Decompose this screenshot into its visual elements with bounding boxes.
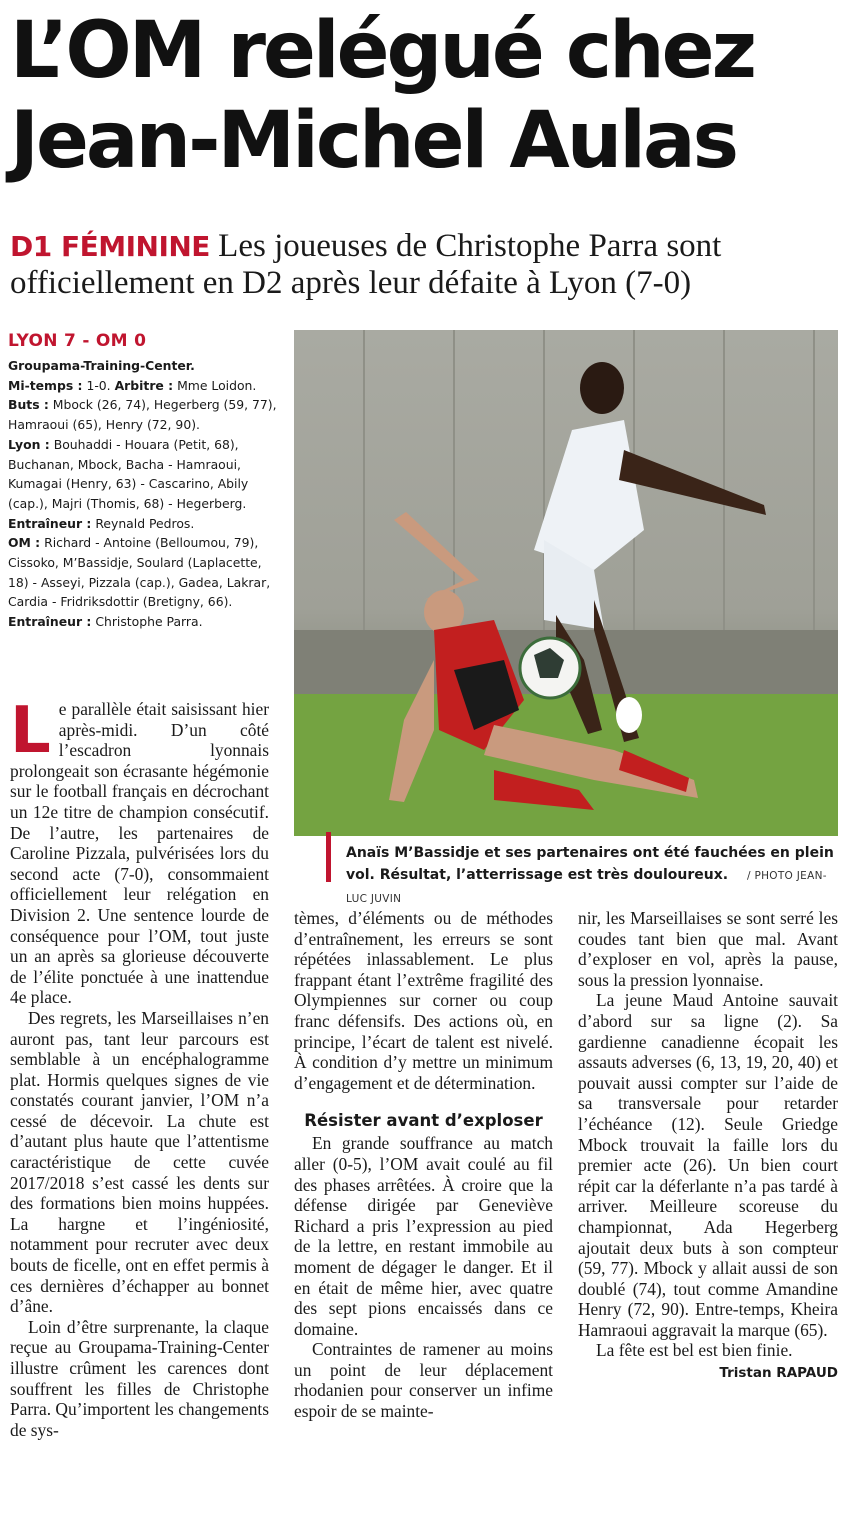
halftime-label: Mi-temps : (8, 377, 83, 393)
venue: Groupama-Training-Center. (8, 358, 195, 373)
article-column-2 (294, 908, 553, 1422)
article-paragraph: nir, les Marseillaises se sont serré les coudes tant bien que mal. Avant d’exploser en vol, après la pause, sous la pression lyonnaise. (578, 908, 838, 990)
lyon-lineup: Bouhaddi - Houara (Petit, 68), Buchanan, Mbock, Bacha - Hamraoui, Kumagai (Henry, 63) - Cascarino, Abily (cap.), Majri (Thomis, 68) - Hegerberg. (8, 436, 249, 511)
article-column-1 (10, 694, 269, 1440)
referee-value: Mme Loidon. (177, 377, 257, 393)
headline (10, 6, 840, 186)
referee-label: Arbitre : (114, 377, 174, 393)
halftime-value: 1-0. (86, 377, 111, 393)
article-paragraph: La jeune Maud Antoine sauvait d’abord sur sa ligne (2). Sa gardienne canadienne écopait les assauts adverses (6, 13, 19, 20, 40) et pouvait aussi compter sur l’aide de sa transversale pour retarder l’échéance (12). Seule Griedge Mbock trouvait la faille lors du premier acte (26). Un bien court répit car la déferlante n’a pas tardé à arriver. Meilleure scoreuse du championnat, Ada Hegerberg ajoutait deux buts à son compteur (59, 77). Mbock y allait aussi de son doublé (74), tout comme Amandine Henry (72, 90). Entre-temps, Kheira Hamraoui aggravait la marque (65). (578, 990, 838, 1340)
om-lineup: Richard - Antoine (Belloumou, 79), Cissoko, M’Bassidje, Soulard (Laplacette, 18) - Asseyi, Pizzala (cap.), Gadea, Lakrar, Cardia - Fridriksdottir (Bretigny, 66). (8, 535, 271, 610)
lyon-lineup-label: Lyon : (8, 436, 50, 452)
article-paragraph: La fête est bel est bien finie. (596, 1340, 793, 1361)
deck (10, 228, 840, 302)
photo-caption (326, 842, 840, 910)
caption-text: Anaïs M’Bassidje et ses partenaires ont été fauchées en plein vol. Résultat, l’atterrissage est très douloureux. (346, 845, 834, 883)
paragraph-1-text: e parallèle était saisissant hier après-midi. D’un côté l’escadron lyonnais prolongeait son écrasante hégémonie sur le football français en décrochant un 12e titre de champion consécutif. De l’autre, les partenaires de Caroline Pizzala, pulvérisées lors du second acte (7-0), consommaient officiellement leur relégation en Division 2. Une sentence lourde de conséquence pour l’OM, tout juste un an après sa glorieuse découverte de l’élite ponctuée à une inattendue 4e place. (10, 699, 269, 1008)
goals-label: Buts : (8, 397, 49, 413)
om-coach-label: Entraîneur : (8, 614, 92, 630)
photo-illustration (294, 330, 838, 836)
article-column-3 (578, 908, 838, 1384)
article-paragraph (10, 694, 269, 1008)
article-paragraph: En grande souffrance au match aller (0-5), l’OM avait coulé au fil des phases arrêtées. À croire que la défense dirigée par Geneviève Richard a pris l’expression au pied de la lettre, en restant immobile au moment de dégager le danger. Et il en était de même hier, avec quatre des sept pions encaissés dans ce domaine. (294, 1133, 553, 1339)
article-paragraph: Loin d’être surprenante, la claque reçue au Groupama-Training-Center illustre crûment les carences dont souffrent les filles de Christophe Parra. Qu’importent les changements de sys- (10, 1316, 269, 1440)
headline-line-2: Jean-Michel Aulas (10, 96, 737, 186)
om-lineup-label: OM : (8, 535, 41, 551)
article-paragraph: tèmes, d’éléments ou de méthodes d’entraînement, les erreurs se sont répétées inlassablement. Le plus frappant étant l’extrême fragilité des Olympiennes sur corner ou coup franc défensifs. Des actions où, en principe, l’écart de talent est nivelé. À condition d’y mettre un minimum d’engagement et de détermination. (294, 908, 553, 1093)
article-paragraph: Contraintes de ramener au moins un point de leur déplacement rhodanien pour conserver un infime espoir de se mainte- (294, 1339, 553, 1422)
drop-cap: L (10, 694, 51, 768)
headline-line-1: L’OM relégué chez (10, 6, 754, 96)
match-photo (294, 330, 838, 836)
article-paragraph: Des regrets, les Marseillaises n’en auront pas, tant leur parcours est semblable à un encéphalogramme plat. Hormis quelques signes de vie constatés courant janvier, l’OM n’a cessé de décevoir. La chute est d’autant plus haute que l’attentisme caractéristique de cette cuvée 2017/2018 s’est cassé les dents sur des formations bien moins huppées. La hargne et l’ingéniosité, notamment pour recruter avec deux bouts de ficelle, ont en effet permis à ces dernières d’échapper au bonnet d’âne. (10, 1007, 269, 1317)
lyon-coach-label: Entraîneur : (8, 515, 92, 531)
goals-value: Mbock (26, 74), Hegerberg (59, 77), Hamraoui (65), Henry (72, 90). (8, 397, 277, 433)
byline: Tristan RAPAUD (719, 1365, 838, 1382)
article-subhead: Résister avant d’exploser (304, 1111, 543, 1131)
section-kicker: D1 FÉMININE (10, 230, 210, 263)
match-scorebox (8, 330, 282, 632)
lyon-coach: Reynald Pedros. (95, 515, 195, 531)
om-coach: Christophe Parra. (95, 614, 203, 630)
photo-credit: / PHOTO JEAN-LUC JUVIN (346, 870, 827, 905)
deck-text: Les joueuses de Christophe Parra sont officiellement en D2 après leur défaite à Lyon (7-0) (10, 228, 722, 301)
score-title: LYON 7 - OM 0 (8, 331, 147, 351)
